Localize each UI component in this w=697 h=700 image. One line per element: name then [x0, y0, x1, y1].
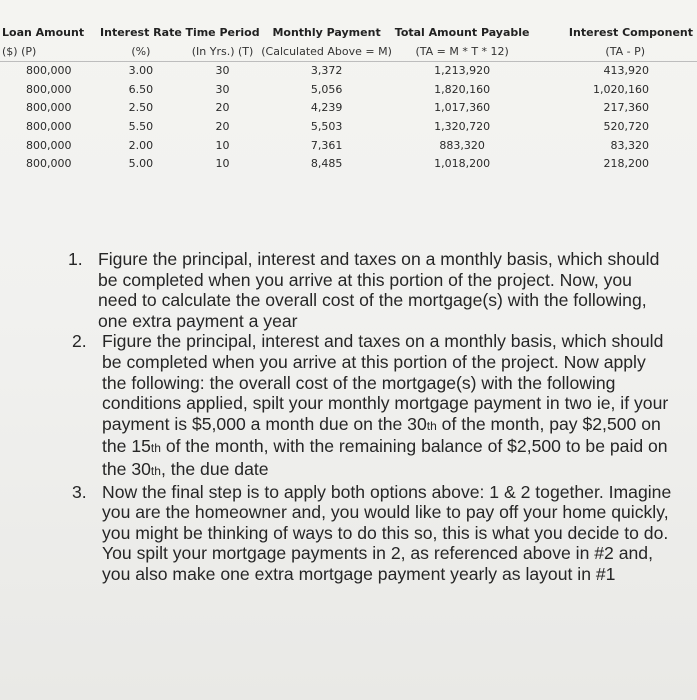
question-list: [68, 249, 673, 585]
table-row: [0, 155, 697, 174]
cell-monthly-payment: 7,361: [310, 138, 343, 152]
ordinal-suffix: th: [150, 463, 161, 478]
subheader-total-amount-payable: (TA = M * T * 12): [392, 43, 532, 62]
subheader-interest-rate: (%): [98, 43, 184, 62]
cell-interest-component: 1,020,160: [593, 82, 649, 96]
cell-interest-component: 83,320: [610, 138, 649, 152]
cell-interest-rate: 5.50: [128, 119, 154, 133]
table-row: [0, 62, 697, 81]
cell-interest-component: 413,920: [603, 64, 649, 78]
cell-time-period: 30: [215, 64, 230, 78]
cell-interest-component: 520,720: [603, 119, 649, 133]
cell-total-amount-payable: 1,017,360: [434, 101, 491, 115]
subheader-loan-amount: ($) (P): [0, 43, 98, 62]
cell-monthly-payment: 5,503: [310, 119, 343, 133]
question-text-part: of the month, with the remaining balance of $2,500 to be paid on the 30: [102, 436, 668, 479]
cell-total-amount-payable: 883,320: [439, 138, 485, 152]
header-total-amount-payable: Total Amount Payable: [394, 26, 530, 39]
cell-loan-amount: 800,000: [26, 138, 72, 152]
cell-total-amount-payable: 1,018,200: [434, 157, 491, 171]
cell-loan-amount: 800,000: [26, 119, 72, 133]
cell-loan-amount: 800,000: [26, 64, 72, 78]
cell-loan-amount: 800,000: [26, 82, 72, 96]
cell-time-period: 10: [215, 138, 230, 152]
header-interest-rate: Interest Rate: [100, 26, 182, 39]
subheader-interest-component: (TA - P): [532, 43, 697, 62]
question-number: 3.: [72, 481, 87, 502]
question-text: Figure the principal, interest and taxes on a monthly basis, which should be completed when you arrive at this portion of the project. Now, you need to calculate the overall cost of the mortgage(s) with the following, one extra payment a year: [98, 249, 660, 331]
cell-interest-component: 217,360: [603, 101, 649, 115]
cell-interest-rate: 2.00: [128, 138, 154, 152]
table-subheader-row: [0, 43, 697, 62]
cell-time-period: 10: [215, 157, 230, 171]
question-text-part: of the month, pay $2,500 on the 15: [102, 413, 661, 457]
cell-time-period: 20: [215, 101, 230, 115]
question-item-1: [68, 249, 673, 331]
question-number: 2.: [72, 331, 87, 352]
cell-loan-amount: 800,000: [26, 101, 72, 115]
header-time-period: Time Period: [185, 26, 260, 39]
cell-interest-rate: 3.00: [128, 64, 154, 78]
cell-interest-rate: 6.50: [128, 82, 154, 96]
question-item-3: [68, 482, 673, 585]
question-text-part: Figure the principal, interest and taxes on a monthly basis, which should be completed when you arrive at this portion of the project. Now apply the following: the overall cost of the mortgage(s) with the following conditions applied, spilt your monthly mortgage payment in two ie, if your payment is $5,000 a month due on the 30: [102, 331, 669, 434]
cell-total-amount-payable: 1,820,160: [434, 82, 491, 96]
header-interest-component: Interest Component: [568, 26, 693, 39]
table-row: [0, 137, 697, 156]
cell-time-period: 30: [215, 82, 230, 96]
cell-monthly-payment: 5,056: [310, 82, 343, 96]
cell-monthly-payment: 8,485: [310, 157, 343, 171]
cell-time-period: 20: [215, 119, 230, 133]
table-row: [0, 81, 697, 100]
subheader-time-period: (In Yrs.) (T): [184, 43, 261, 62]
cell-total-amount-payable: 1,213,920: [434, 64, 491, 78]
question-text-part: , the due date: [160, 458, 269, 479]
cell-interest-component: 218,200: [603, 157, 649, 171]
table-row: [0, 99, 697, 118]
cell-monthly-payment: 4,239: [310, 101, 343, 115]
question-text: Now the final step is to apply both options above: 1 & 2 together. Imagine you are the homeowner and, you would like to pay off your home quickly, you might be thinking of ways to do this so, this is what you decide to do. You spilt your mortgage payments in 2, as referenced above in #2 and, you also make one extra mortgage payment yearly as layout in #1: [102, 481, 672, 584]
table-header-row: [0, 24, 697, 43]
header-monthly-payment: Monthly Payment: [272, 26, 381, 39]
question-number: 1.: [68, 249, 83, 269]
cell-total-amount-payable: 1,320,720: [434, 119, 491, 133]
cell-interest-rate: 2.50: [128, 101, 154, 115]
question-item-2: [68, 331, 673, 481]
cell-interest-rate: 5.00: [128, 157, 154, 171]
ordinal-suffix: th: [426, 418, 437, 433]
table-row: [0, 118, 697, 137]
mortgage-table-container: [0, 24, 697, 174]
ordinal-suffix: th: [150, 441, 161, 456]
cell-loan-amount: 800,000: [26, 157, 72, 171]
subheader-monthly-payment: (Calculated Above = M): [261, 43, 392, 62]
cell-monthly-payment: 3,372: [310, 64, 343, 78]
mortgage-table: [0, 24, 697, 174]
header-loan-amount: Loan Amount: [2, 26, 85, 39]
